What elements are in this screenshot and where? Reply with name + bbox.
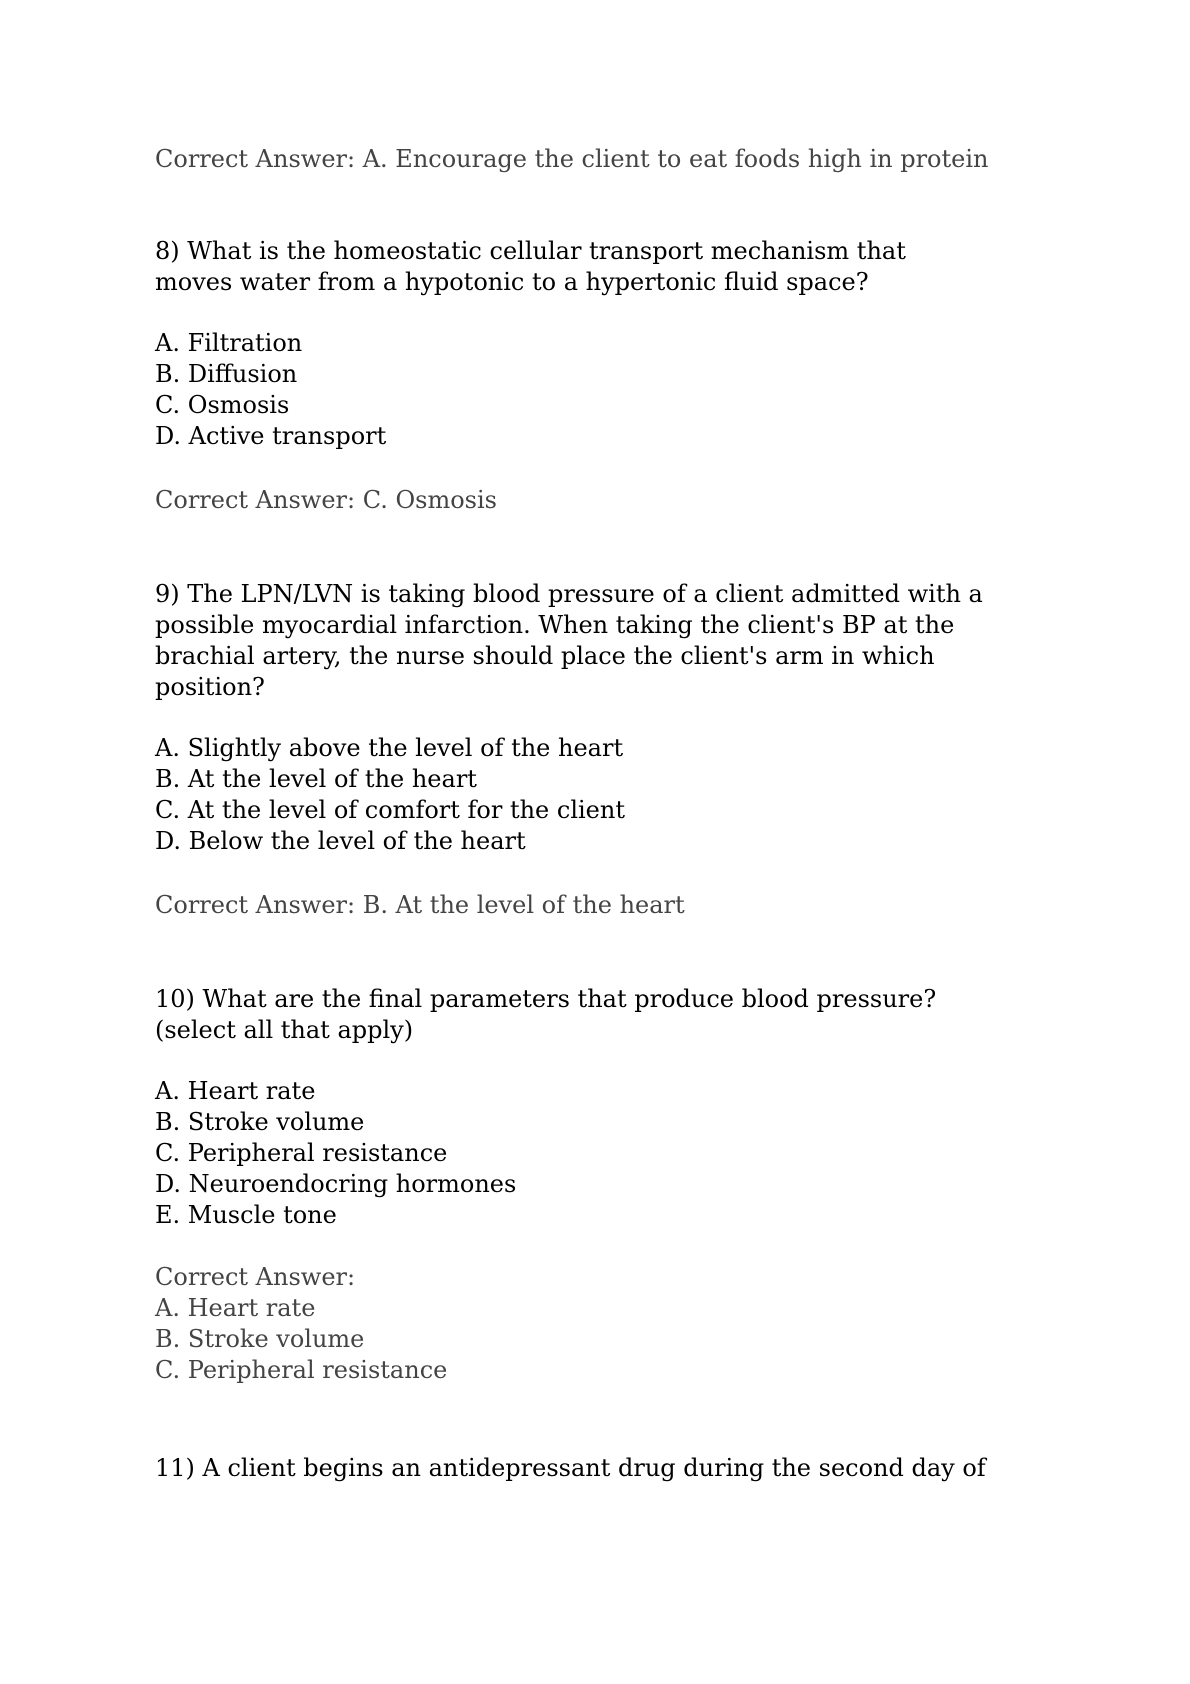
q9-option-c: C. At the level of comfort for the client — [155, 796, 625, 824]
q10-correct-answer-c: C. Peripheral resistance — [155, 1356, 448, 1384]
q10-correct-answer-a: A. Heart rate — [155, 1294, 316, 1322]
q11-question-line-1: 11) A client begins an antidepressant drug during the second day of — [155, 1454, 986, 1482]
q8-option-c: C. Osmosis — [155, 391, 290, 419]
q9-option-d: D. Below the level of the heart — [155, 827, 526, 855]
q10-option-c: C. Peripheral resistance — [155, 1139, 448, 1167]
q10-option-b: B. Stroke volume — [155, 1108, 365, 1136]
q9-option-b: B. At the level of the heart — [155, 765, 477, 793]
q10-correct-answer-b: B. Stroke volume — [155, 1325, 365, 1353]
q8-correct-answer: Correct Answer: C. Osmosis — [155, 486, 497, 514]
q9-correct-answer: Correct Answer: B. At the level of the heart — [155, 891, 685, 919]
q8-option-a: A. Filtration — [155, 329, 303, 357]
q9-question-line-2: possible myocardial infarction. When taking the client's BP at the — [155, 611, 955, 639]
q10-option-a: A. Heart rate — [155, 1077, 316, 1105]
q9-question-line-3: brachial artery, the nurse should place the client's arm in which — [155, 642, 935, 670]
q9-question-line-4: position? — [155, 673, 265, 701]
q8-question-line-2: moves water from a hypotonic to a hypertonic fluid space? — [155, 268, 869, 296]
q10-option-e: E. Muscle tone — [155, 1201, 337, 1229]
q9-question-line-1: 9) The LPN/LVN is taking blood pressure of a client admitted with a — [155, 580, 983, 608]
q8-question-line-1: 8) What is the homeostatic cellular transport mechanism that — [155, 237, 906, 265]
q9-option-a: A. Slightly above the level of the heart — [155, 734, 624, 762]
q10-question-line-1: 10) What are the final parameters that produce blood pressure? — [155, 985, 937, 1013]
q8-option-b: B. Diffusion — [155, 360, 298, 388]
q7-correct-answer: Correct Answer: A. Encourage the client to eat foods high in protein — [155, 145, 989, 173]
q8-option-d: D. Active transport — [155, 422, 387, 450]
q10-option-d: D. Neuroendocring hormones — [155, 1170, 517, 1198]
q10-correct-answer-label: Correct Answer: — [155, 1263, 356, 1291]
q10-question-line-2: (select all that apply) — [155, 1016, 414, 1044]
